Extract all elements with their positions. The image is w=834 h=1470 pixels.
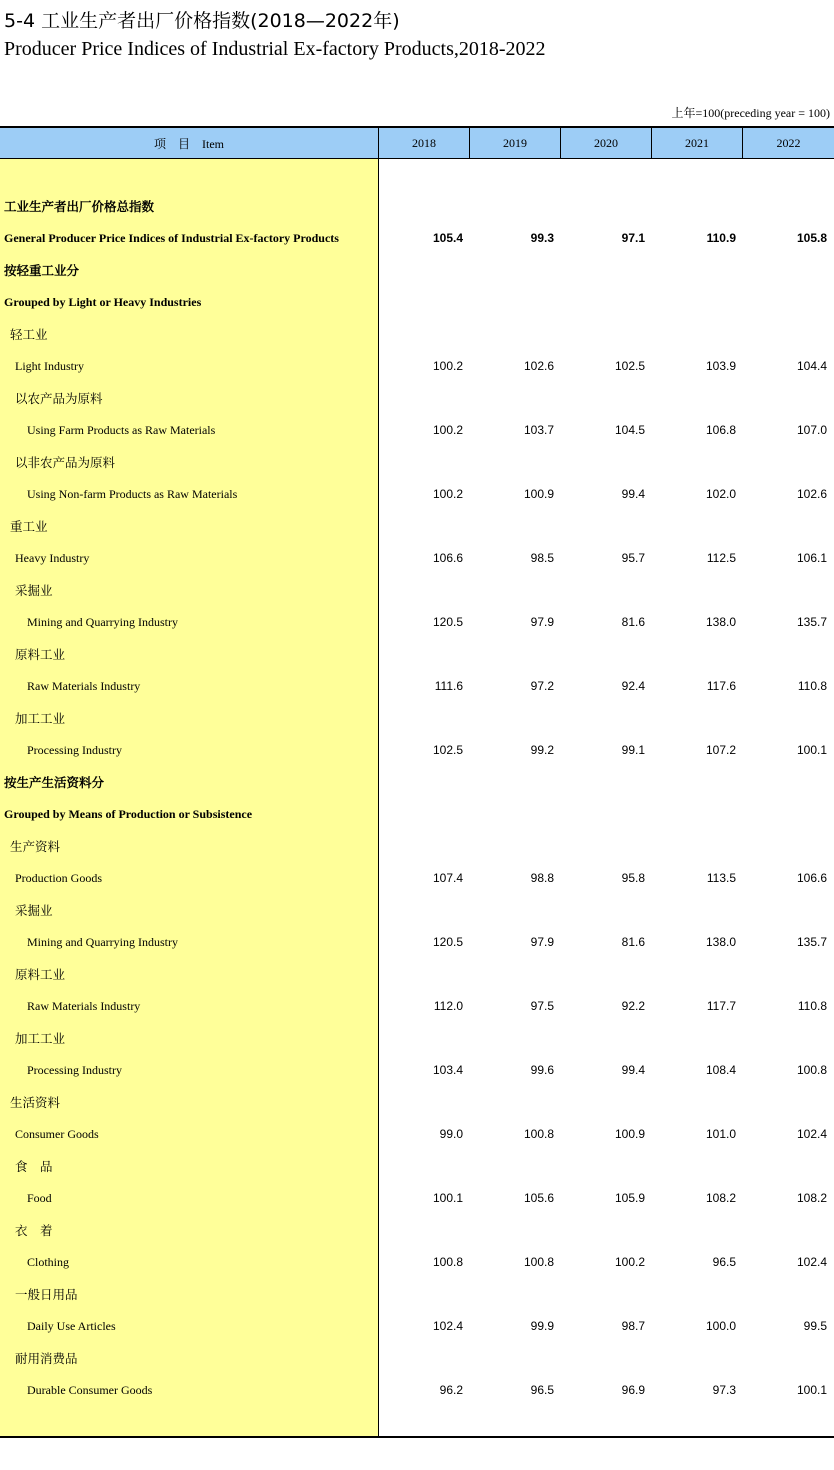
table-title-chinese: 5-4 工业生产者出厂价格指数(2018—2022年)	[4, 10, 400, 32]
cell-2021: 108.4	[705, 1063, 736, 1077]
table-row	[0, 574, 834, 606]
cell-2019: 97.9	[530, 615, 554, 629]
cell-2018: 99.0	[439, 1127, 463, 1141]
cell-2019: 96.5	[530, 1383, 554, 1397]
row-label: 以非农产品为原料	[15, 455, 116, 470]
cell-2018: 100.1	[432, 1191, 463, 1205]
row-label: Production Goods	[15, 870, 102, 885]
cell-2018: 120.5	[432, 615, 463, 629]
row-label: Daily Use Articles	[27, 1318, 116, 1333]
cell-2018: 107.4	[432, 871, 463, 885]
row-label: Grouped by Light or Heavy Industries	[4, 294, 202, 309]
table-bottom-rule	[0, 1436, 834, 1438]
cell-2020: 98.7	[621, 1319, 645, 1333]
cell-2022: 106.1	[796, 551, 827, 565]
row-label: Consumer Goods	[15, 1126, 99, 1141]
row-label: Mining and Quarrying Industry	[27, 934, 178, 949]
cell-2021: 117.7	[706, 999, 736, 1013]
cell-2022: 108.2	[796, 1191, 827, 1205]
row-label: 耐用消费品	[15, 1351, 78, 1366]
cell-2019: 103.7	[523, 423, 554, 437]
table-row	[0, 1278, 834, 1310]
cell-2020: 104.5	[614, 423, 645, 437]
cell-2019: 99.9	[530, 1319, 554, 1333]
table-header-row	[0, 128, 834, 159]
cell-2021: 138.0	[705, 615, 736, 629]
row-label: Heavy Industry	[15, 550, 90, 565]
cell-2018: 111.6	[434, 679, 463, 693]
cell-2020: 92.4	[621, 679, 645, 693]
cell-2022: 105.8	[796, 231, 827, 245]
table-row	[0, 1214, 834, 1246]
table-row	[0, 1374, 834, 1406]
row-label: Using Non-farm Products as Raw Materials	[27, 486, 238, 501]
table-row	[0, 542, 834, 574]
row-label: Clothing	[27, 1254, 70, 1269]
cell-2019: 100.8	[523, 1127, 554, 1141]
table-row	[0, 766, 834, 798]
row-label: Processing Industry	[27, 1062, 122, 1077]
cell-2019: 98.5	[530, 551, 554, 565]
row-label: 轻工业	[10, 327, 48, 342]
table-row	[0, 606, 834, 638]
table-row	[0, 1022, 834, 1054]
cell-2020: 92.2	[621, 999, 645, 1013]
cell-2022: 106.6	[796, 871, 827, 885]
row-label: 一般日用品	[15, 1287, 78, 1302]
cell-2018: 100.2	[432, 423, 463, 437]
row-label: 原料工业	[15, 647, 66, 662]
cell-2020: 105.9	[614, 1191, 645, 1205]
column-header-2021: 2021	[652, 128, 743, 158]
cell-2018: 96.2	[439, 1383, 463, 1397]
cell-2022: 102.6	[796, 487, 827, 501]
column-header-2022: 2022	[776, 135, 801, 150]
cell-2018: 100.2	[432, 487, 463, 501]
cell-2019: 99.3	[530, 231, 554, 245]
table-row	[0, 926, 834, 958]
cell-2020: 97.1	[621, 231, 645, 245]
column-header-2020: 2020	[561, 128, 652, 158]
cell-2022: 110.8	[797, 999, 827, 1013]
row-label: 采掘业	[15, 903, 53, 918]
cell-2020: 100.9	[614, 1127, 645, 1141]
table-row	[0, 414, 834, 446]
table-row	[0, 1086, 834, 1118]
price-index-table	[0, 126, 834, 1438]
row-label: 按生产生活资料分	[4, 775, 105, 790]
row-label: 重工业	[10, 519, 48, 534]
row-label: Grouped by Means of Production or Subsistence	[4, 806, 253, 821]
row-label: Mining and Quarrying Industry	[27, 614, 178, 629]
table-row	[0, 1342, 834, 1374]
cell-2020: 81.6	[621, 935, 645, 949]
table-row	[0, 830, 834, 862]
column-header-item: 项 目 Item	[0, 128, 379, 158]
column-header-2019: 2019	[470, 128, 561, 158]
cell-2022: 102.4	[796, 1255, 827, 1269]
table-body	[0, 190, 834, 1406]
table-row	[0, 958, 834, 990]
row-label: Processing Industry	[27, 742, 122, 757]
cell-2022: 135.7	[796, 615, 827, 629]
row-label: Raw Materials Industry	[27, 678, 141, 693]
row-label: 生产资料	[10, 839, 61, 854]
cell-2020: 100.2	[614, 1255, 645, 1269]
cell-2019: 105.6	[523, 1191, 554, 1205]
cell-2020: 99.1	[621, 743, 645, 757]
table-row	[0, 894, 834, 926]
row-label: 按轻重工业分	[4, 263, 80, 278]
cell-2020: 95.8	[621, 871, 645, 885]
table-row	[0, 1150, 834, 1182]
cell-2021: 100.0	[705, 1319, 736, 1333]
row-label: 加工工业	[15, 1031, 66, 1046]
cell-2019: 99.6	[530, 1063, 554, 1077]
cell-2020: 99.4	[621, 487, 645, 501]
table-row	[0, 478, 834, 510]
cell-2019: 98.8	[530, 871, 554, 885]
table-row	[0, 798, 834, 830]
row-label: Durable Consumer Goods	[27, 1382, 153, 1397]
cell-2022: 102.4	[796, 1127, 827, 1141]
table-title-english: Producer Price Indices of Industrial Ex-factory Products,2018-2022	[4, 38, 546, 60]
table-row	[0, 510, 834, 542]
row-label: 生活资料	[10, 1095, 61, 1110]
cell-2018: 102.4	[432, 1319, 463, 1333]
cell-2018: 103.4	[432, 1063, 463, 1077]
column-header-2018: 2018	[379, 128, 470, 158]
cell-2018: 102.5	[432, 743, 463, 757]
cell-2018: 106.6	[432, 551, 463, 565]
table-row	[0, 222, 834, 254]
cell-2022: 100.8	[796, 1063, 827, 1077]
table-row	[0, 446, 834, 478]
row-label: Food	[27, 1190, 52, 1205]
table-row	[0, 350, 834, 382]
cell-2021: 103.9	[705, 359, 736, 373]
cell-2019: 97.2	[530, 679, 554, 693]
cell-2021: 108.2	[705, 1191, 736, 1205]
cell-2019: 100.8	[523, 1255, 554, 1269]
cell-2018: 100.2	[432, 359, 463, 373]
table-row	[0, 862, 834, 894]
row-label: 采掘业	[15, 583, 53, 598]
row-label: 衣 着	[15, 1223, 53, 1238]
cell-2019: 102.6	[523, 359, 554, 373]
table-row	[0, 1182, 834, 1214]
row-label: Using Farm Products as Raw Materials	[27, 422, 216, 437]
row-label: 以农产品为原料	[15, 391, 103, 406]
row-label: Raw Materials Industry	[27, 998, 141, 1013]
cell-2022: 135.7	[796, 935, 827, 949]
cell-2018: 120.5	[432, 935, 463, 949]
cell-2021: 102.0	[705, 487, 736, 501]
table-row	[0, 1054, 834, 1086]
row-label: General Producer Price Indices of Industrial Ex-factory Products	[4, 230, 339, 245]
cell-2018: 100.8	[432, 1255, 463, 1269]
cell-2022: 110.8	[797, 679, 827, 693]
table-row	[0, 318, 834, 350]
cell-2019: 97.5	[530, 999, 554, 1013]
table-row	[0, 190, 834, 222]
cell-2020: 102.5	[614, 359, 645, 373]
row-label: 工业生产者出厂价格总指数	[4, 199, 155, 214]
row-label: 食 品	[15, 1159, 53, 1174]
table-row	[0, 702, 834, 734]
cell-2021: 101.0	[705, 1127, 736, 1141]
table-row	[0, 990, 834, 1022]
table-row	[0, 286, 834, 318]
cell-2021: 96.5	[712, 1255, 736, 1269]
cell-2021: 97.3	[712, 1383, 736, 1397]
cell-2021: 112.5	[706, 551, 736, 565]
table-row	[0, 734, 834, 766]
cell-2018: 105.4	[432, 231, 463, 245]
cell-2020: 81.6	[621, 615, 645, 629]
cell-2022: 99.5	[803, 1319, 827, 1333]
cell-2022: 107.0	[796, 423, 827, 437]
table-row	[0, 382, 834, 414]
table-row	[0, 1310, 834, 1342]
cell-2020: 95.7	[621, 551, 645, 565]
cell-2019: 99.2	[530, 743, 554, 757]
unit-note: 上年=100(preceding year = 100)	[671, 106, 830, 120]
cell-2021: 138.0	[705, 935, 736, 949]
cell-2021: 106.8	[705, 423, 736, 437]
cell-2022: 100.1	[796, 1383, 827, 1397]
cell-2019: 97.9	[530, 935, 554, 949]
cell-2022: 104.4	[796, 359, 827, 373]
cell-2021: 117.6	[706, 679, 736, 693]
table-row	[0, 670, 834, 702]
cell-2022: 100.1	[796, 743, 827, 757]
row-label: 原料工业	[15, 967, 66, 982]
row-label: Light Industry	[15, 358, 84, 373]
table-row	[0, 1246, 834, 1278]
table-row	[0, 638, 834, 670]
cell-2020: 99.4	[621, 1063, 645, 1077]
cell-2019: 100.9	[523, 487, 554, 501]
cell-2021: 110.9	[706, 231, 736, 245]
table-row	[0, 254, 834, 286]
cell-2021: 113.5	[706, 871, 736, 885]
row-label: 加工工业	[15, 711, 66, 726]
cell-2021: 107.2	[705, 743, 736, 757]
cell-2020: 96.9	[621, 1383, 645, 1397]
cell-2018: 112.0	[433, 999, 463, 1013]
table-row	[0, 1118, 834, 1150]
